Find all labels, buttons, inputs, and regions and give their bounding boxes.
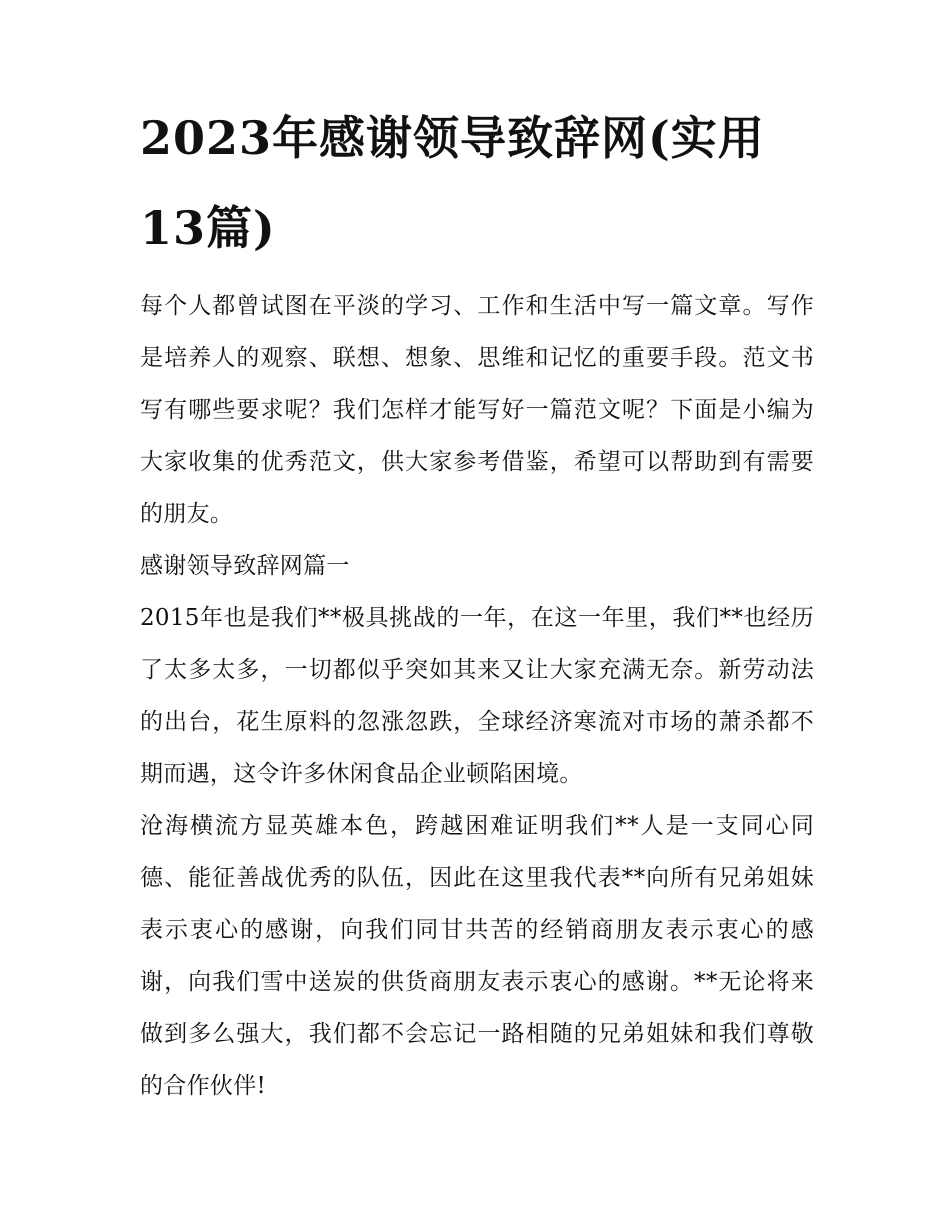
body-paragraph: 沧海横流方显英雄本色，跨越困难证明我们**人是一支同心同德、能征善战优秀的队伍，因此在这里我代表**向所有兄弟姐妹表示衷心的感谢，向我们同甘共苦的经销商朋友表示衷心的感谢，向我们雪中送炭的供货商朋友表示衷心的感谢。**无论将来做到多么强大，我们都不会忘记一路相随的兄弟姐妹和我们尊敬的合作伙伴! bbox=[140, 813, 814, 1099]
body-paragraph: 2015年也是我们**极具挑战的一年，在这一年里，我们**也经历了太多太多，一切都似乎突如其来又让大家充满无奈。新劳动法的出台，花生原料的忽涨忽跌，全球经济寒流对市场的萧杀都不期而遇，这令许多休闲食品企业顿陷困境。 bbox=[140, 605, 814, 787]
document-title: 2023年感谢领导致辞网(实用13篇) bbox=[140, 111, 765, 255]
document-body bbox=[140, 280, 814, 1112]
title-block bbox=[140, 112, 814, 272]
section-heading: 感谢领导致辞网篇一 bbox=[140, 553, 350, 579]
intro-paragraph: 每个人都曾试图在平淡的学习、工作和生活中写一篇文章。写作是培养人的观察、联想、想象、思维和记忆的重要手段。范文书写有哪些要求呢？我们怎样才能写好一篇范文呢？下面是小编为大家收集的优秀范文，供大家参考借鉴，希望可以帮助到有需要的朋友。 bbox=[140, 293, 814, 527]
document-content bbox=[140, 111, 814, 1099]
